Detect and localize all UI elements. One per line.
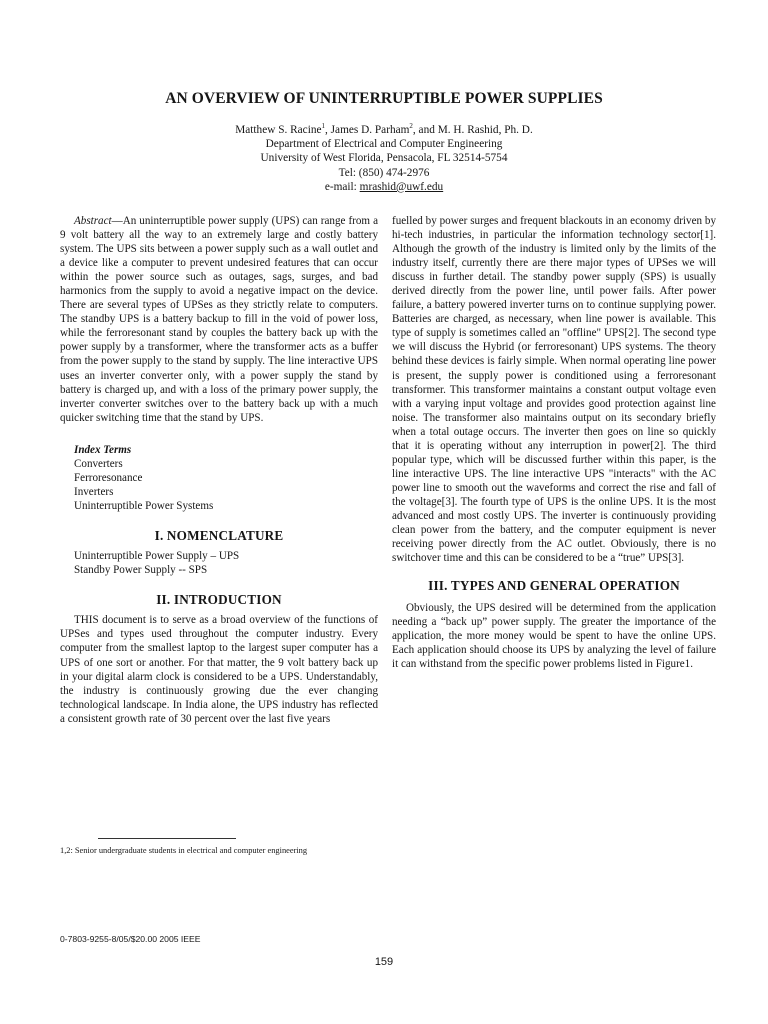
abstract-paragraph xyxy=(60,214,378,425)
author-block xyxy=(0,123,768,194)
author-separator: , xyxy=(325,124,331,136)
footnote: 1,2: Senior undergraduate students in electrical and computer engineering xyxy=(60,846,308,855)
types-paragraph: Obviously, the UPS desired will be determined from the application needing a “back up” power supply. The greater the importance of the application, the more money would be spent to have the online UPS. Each application should choose its UPS by analyzing the level of failure it can withstand from the specific power problems listed in Figure1. xyxy=(392,602,716,671)
email-link[interactable]: mrashid@uwf.edu xyxy=(359,180,444,193)
author-telephone: Tel: (850) 474-2976 xyxy=(338,166,430,179)
page-title: AN OVERVIEW OF UNINTERRUPTIBLE POWER SUPPLIES xyxy=(165,90,603,107)
author-email-line xyxy=(0,180,768,194)
email-label: e-mail: xyxy=(324,180,360,193)
nomenclature-list xyxy=(60,549,378,577)
index-terms xyxy=(60,443,378,513)
nomenclature-item: Standby Power Supply -- SPS xyxy=(74,564,208,577)
ieee-copyright-id: 0-7803-9255-8/05/$20.00 2005 IEEE xyxy=(60,934,201,944)
introduction-paragraph-start: THIS document is to serve as a broad overview of the functions of UPSes and types used throughout the computer industry. Every computer from the smallest laptop to the largest super computer has a UPS of one sort or another. For that matter, the 9 volt battery back up in your digital alarm clock is considered to be a UPS. Understandably, the industry is continuously growing due the ever changing technological landscape. In India alone, the UPS industry has reflected a consistent growth rate of 30 percent over the last five years xyxy=(60,614,378,725)
index-term: Uninterruptible Power Systems xyxy=(74,500,214,513)
index-terms-title: Index Terms xyxy=(74,443,132,456)
affiliation-department: Department of Electrical and Computer Engineering xyxy=(265,138,503,151)
introduction-paragraph-continued: fuelled by power surges and frequent blackouts in an economy driven by hi-tech industries, in particular the information technology sector[1]. Although the growth of the industry is limited only by the limits of the industry itself, currently there are there major types of UPSes we will discuss in further detail. The standby power supply (SPS) is usually derived directly from the power line, until power fails. After power failure, a battery powered inverter turns on to continue supplying power. Batteries are charged, as necessary, when line power is available. This type of supply is sometimes called an "offline" UPS[2]. The second type we will discuss the Hybrid (or ferroresonant) UPS systems. The theory behind these devices is fairly simple. When normal operating line power is present, the supply power is conditioned using a ferroresonant transformer. This transformer maintains a constant output voltage even with a varying input voltage and provides good protection against line noise. The transformer also maintains output on its secondary briefly when a total outage occurs. The inverter then goes on line so quickly that it is operating without any interruption in power[2]. The third popular type, which will be discussed further within this paper, is the line interactive UPS. The line interactive UPS "interacts" with the AC power line to smooth out the waveforms and correct the rise and fall of the voltage[3]. The fourth type of UPS is the online UPS. It is the most advanced and most costly UPS. The inverter is continuously providing clean power from the battery, and the computer equipment is never receiving power directly from the AC outlet. Obviously, there is no switchover time and this can be considered to be a “true” UPS[3]. xyxy=(392,215,716,565)
author-3: , and M. H. Rashid, Ph. D. xyxy=(412,124,533,136)
index-term: Inverters xyxy=(74,485,114,498)
right-column xyxy=(392,214,716,671)
author-1: Matthew S. Racine xyxy=(235,124,322,136)
abstract-text: An uninterruptible power supply (UPS) can range from a 9 volt battery all the way to an extremely large and costly battery system. The UPS sits between a power supply such as a wall outlet and a device like a computer to prevent undesired features that can occur within the power source such as outages, sags, surges, and bad harmonics from the supply to avoid a negative impact on the device. There are several types of UPSes as they strictly relate to computers. The standby UPS is a battery backup to fill in the void of power loss, while the ferroresonant stand by couples the battery back up with the power supply by a transformer, where the transformer acts as a buffer from the power supply to the stand by supply. The line interactive UPS uses an inverter converter only, with a power supply the stand by battery is charged up, and with a loss of the primary power supply, the inverter converter switches over to the battery back up with a much quicker switching time that the stand by UPS. xyxy=(60,215,378,424)
page-number: 159 xyxy=(374,956,394,968)
author-2: James D. Parham xyxy=(330,124,410,136)
affiliation-university: University of West Florida, Pensacola, FL 32514-5754 xyxy=(260,152,508,165)
section-heading-introduction: II. INTRODUCTION xyxy=(156,592,282,608)
author-2-footnote-mark: 2 xyxy=(409,122,413,131)
section-heading-types: III. TYPES AND GENERAL OPERATION xyxy=(428,578,680,594)
author-names xyxy=(0,123,768,137)
left-column xyxy=(60,214,378,726)
footnote-divider xyxy=(98,838,236,839)
abstract-label: Abstract xyxy=(74,215,112,227)
author-1-footnote-mark: 1 xyxy=(321,122,325,131)
index-term: Converters xyxy=(74,457,123,470)
abstract-dash: — xyxy=(111,215,123,227)
section-heading-nomenclature: I. NOMENCLATURE xyxy=(154,528,284,544)
nomenclature-item: Uninterruptible Power Supply – UPS xyxy=(74,550,240,563)
index-term: Ferroresonance xyxy=(74,471,143,484)
